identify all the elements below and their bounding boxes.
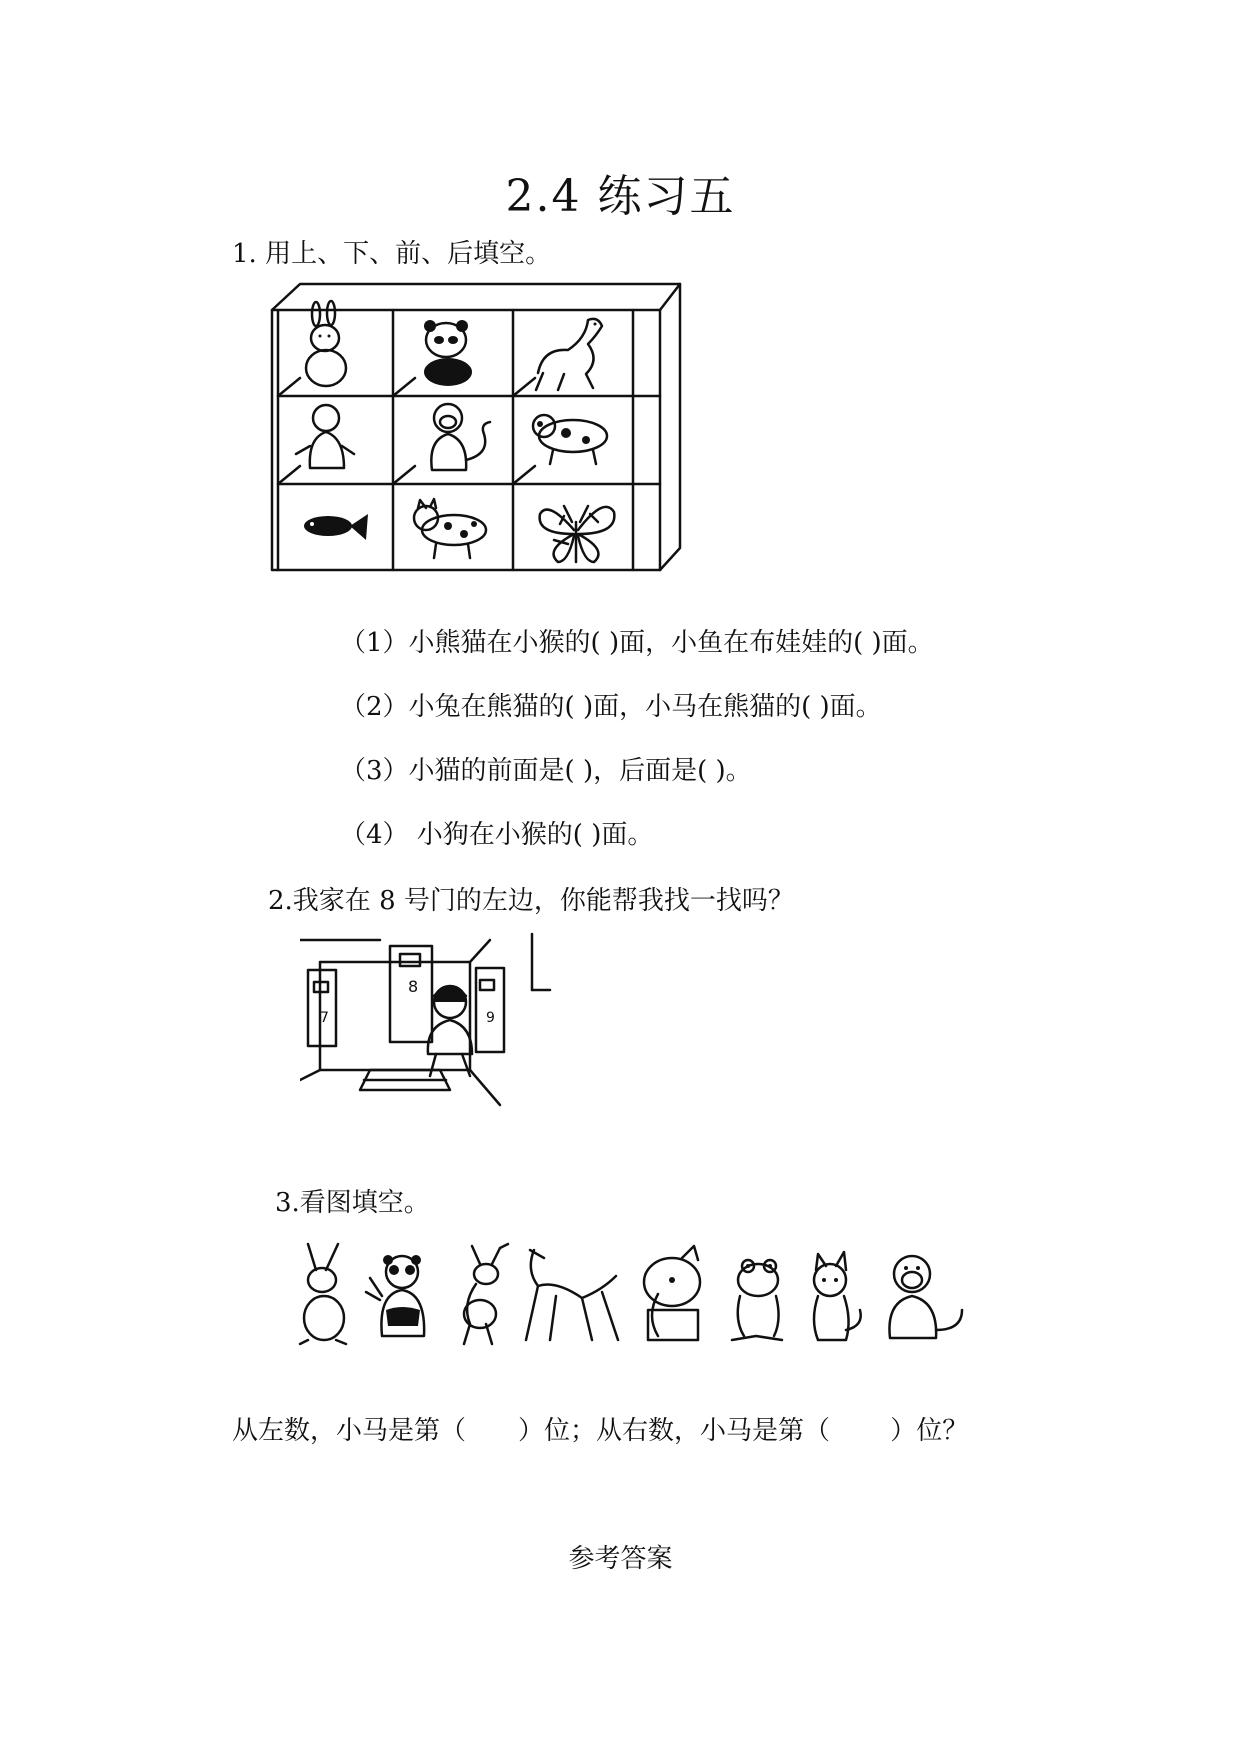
door-number: 7 (320, 1010, 329, 1026)
shelf-illustration (268, 278, 688, 598)
deer-icon (464, 1244, 508, 1344)
cat-icon (814, 1252, 861, 1340)
question-3-label: 3.看图填空。 (275, 1188, 430, 1218)
rabbit-icon (300, 1244, 346, 1344)
monkey-icon (889, 1256, 962, 1338)
fish-icon (304, 514, 368, 540)
horse-icon (536, 319, 602, 390)
question-1-item: （2）小兔在熊猫的( )面，小马在熊猫的( )面。 (340, 692, 882, 722)
panda-icon (424, 320, 472, 386)
door-number: 9 (486, 1010, 495, 1026)
butterfly-icon (540, 506, 615, 562)
cat-icon (414, 499, 486, 558)
horse-icon (526, 1250, 618, 1340)
frog-icon (732, 1260, 782, 1340)
rabbit-icon (306, 301, 346, 386)
question-2-label: 2.我家在 8 号门的左边，你能帮我找一找吗？ (268, 886, 794, 916)
question-1-label: 1. 用上、下、前、后填空。 (232, 239, 552, 269)
dog-icon (533, 415, 607, 464)
monkey-icon (431, 404, 490, 470)
question-3-text: 从左数，小马是第（ ）位；从右数，小马是第（ ）位？ (232, 1416, 969, 1446)
question-1-item: （3）小猫的前面是( )，后面是( )。 (340, 756, 752, 786)
question-1-item: （4） 小狗在小猴的( )面。 (340, 820, 654, 850)
answer-heading: 参考答案 (568, 1544, 673, 1574)
animal-row-illustration (286, 1240, 986, 1350)
page-title: 2.4 练习五 (505, 171, 736, 222)
hallway-illustration (300, 930, 560, 1110)
question-1-item: （1）小熊猫在小猴的( )面，小鱼在布娃娃的( )面。 (340, 628, 934, 658)
elephant-icon (644, 1246, 700, 1340)
doll-icon (296, 405, 354, 468)
door-number: 8 (408, 977, 419, 996)
